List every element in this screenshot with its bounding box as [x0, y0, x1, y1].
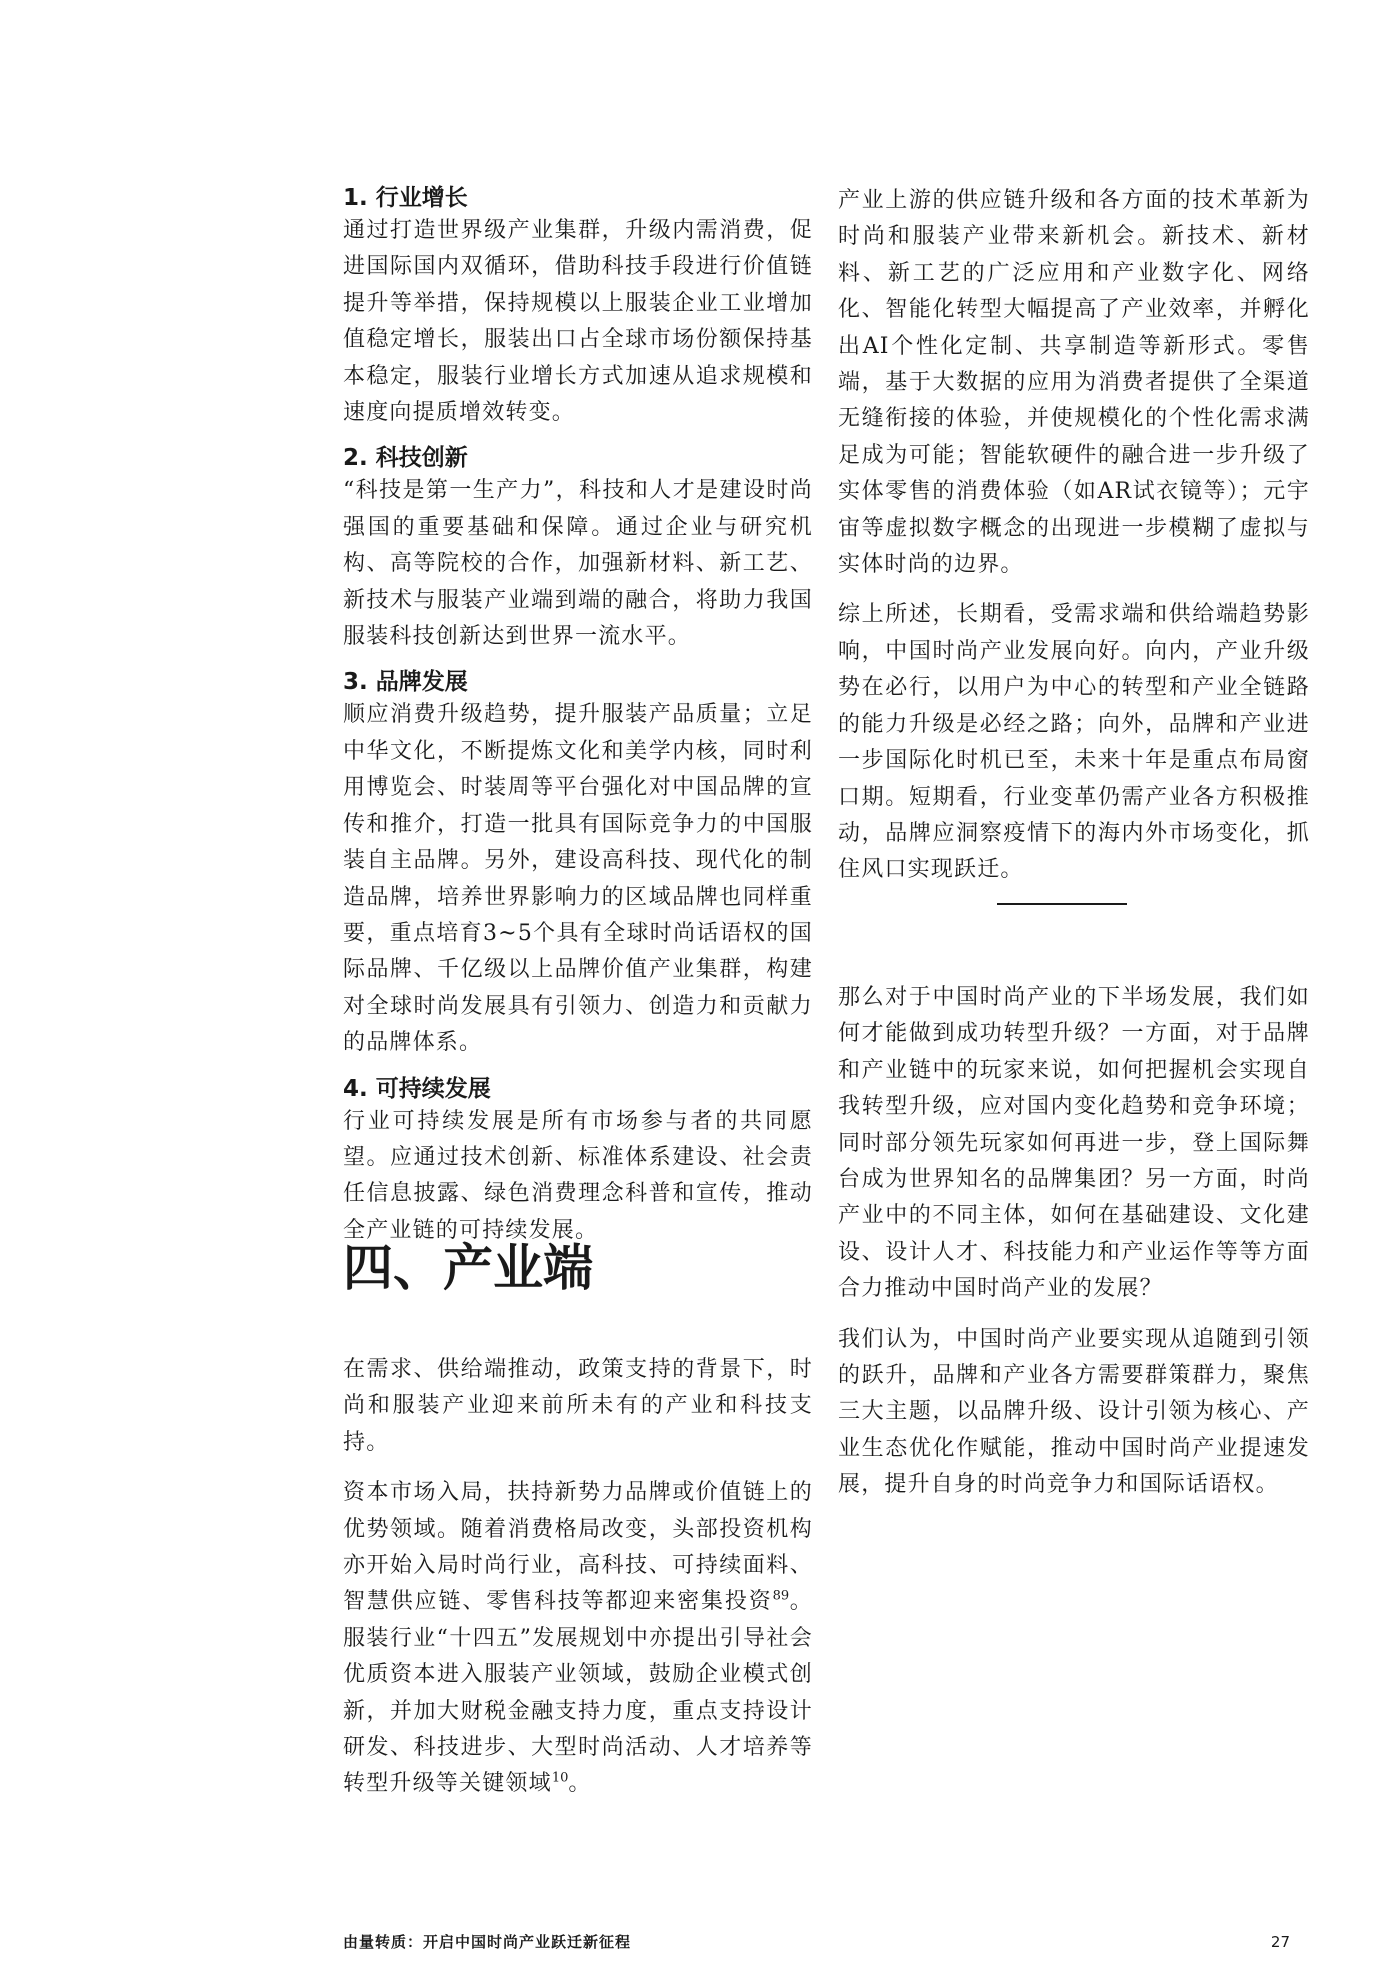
section-industry-growth	[343, 183, 813, 431]
section-tech-innovation	[343, 443, 813, 655]
paragraph: 我们认为，中国时尚产业要实现从追随到引领的跃升，品牌和产业各方需要群策群力，聚焦三大主题，以品牌升级、设计引领为核心、产业生态优化作赋能，推动中国时尚产业提速发展，提升自身的时尚竞争力和国际话语权。	[838, 1326, 1310, 1498]
section-heading: 3. 品牌发展	[343, 669, 468, 696]
section-heading: 4. 可持续发展	[343, 1075, 491, 1102]
section-brand-development	[343, 667, 813, 1061]
section-body: 行业可持续发展是所有市场参与者的共同愿望。应通过技术创新、标准体系建设、社会责任信息披露、绿色消费理念科普和宣传，推动全产业链的可持续发展。	[343, 1108, 813, 1243]
paragraph-with-footnotes	[343, 1475, 813, 1803]
divider	[997, 903, 1127, 905]
section-body: “科技是第一生产力”，科技和人才是建设时尚强国的重要基础和保障。通过企业与研究机构、高等院校的合作，加强新材料、新工艺、新技术与服装产业端到端的融合，将助力我国服装科技创新达到世界一流水平。	[343, 478, 813, 650]
paragraph: 产业上游的供应链升级和各方面的技术革新为时尚和服装产业带来新机会。新技术、新材料、新工艺的广泛应用和产业数字化、网络化、智能化转型大幅提高了产业效率，并孵化出AI个性化定制、共享制造等新形式。零售端，基于大数据的应用为消费者提供了全渠道无缝衔接的体验，并使规模化的个性化需求满足成为可能；智能软硬件的融合进一步升级了实体零售的消费体验（如AR试衣镜等）；元宇宙等虚拟数字概念的出现进一步模糊了虚拟与实体时尚的边界。	[838, 188, 1310, 578]
page-number: 27	[1270, 1933, 1290, 1951]
section-heading: 1. 行业增长	[343, 185, 468, 211]
industry-side-text	[343, 1352, 813, 1817]
chapter-heading: 四、产业端	[343, 1239, 593, 1297]
paragraph-text: 。	[568, 1771, 592, 1797]
footnote-ref: 10	[551, 1771, 569, 1787]
paragraph: 在需求、供给端推动，政策支持的背景下，时尚和服装产业迎来前所未有的产业和科技支持。	[343, 1357, 813, 1455]
section-body: 通过打造世界级产业集群，升级内需消费，促进国际国内双循环，借助科技手段进行价值链提升等举措，保持规模以上服装企业工业增加值稳定增长，服装出口占全球市场份额保持基本稳定，服装行业增长方式加速从追求规模和速度向提质增效转变。	[343, 218, 813, 426]
paragraph: 综上所述，长期看，受需求端和供给端趋势影响，中国时尚产业发展向好。向内，产业升级势在必行，以用户为中心的转型和产业全链路的能力升级是必经之路；向外，品牌和产业进一步国际化时机已至，未来十年是重点布局窗口期。短期看，行业变革仍需产业各方积极推动，品牌应洞察疫情下的海内外市场变化，抓住风口实现跃迁。	[838, 602, 1310, 883]
right-lower-text	[838, 980, 1310, 1518]
section-heading: 2. 科技创新	[343, 445, 468, 472]
left-column	[343, 183, 813, 1261]
section-body: 顺应消费升级趋势，提升服装产品质量；立足中华文化，不断提炼文化和美学内核，同时利用博览会、时装周等平台强化对中国品牌的宣传和推介，打造一批具有国际竞争力的中国服装自主品牌。另外，建设高科技、现代化的制造品牌，培养世界影响力的区域品牌也同样重要，重点培育3~5个具有全球时尚话语权的国际品牌、千亿级以上品牌价值产业集群，构建对全球时尚发展具有引领力、创造力和贡献力的品牌体系。	[343, 702, 813, 1056]
footnote-ref: 89	[772, 1589, 790, 1605]
right-column	[838, 183, 1310, 903]
footer-title: 由量转质：开启中国时尚产业跃迁新征程	[343, 1933, 632, 1951]
paragraph: 那么对于中国时尚产业的下半场发展，我们如何才能做到成功转型升级？一方面，对于品牌和产业链中的玩家来说，如何把握机会实现自我转型升级，应对国内变化趋势和竞争环境；同时部分领先玩家如何再进一步，登上国际舞台成为世界知名的品牌集团？另一方面，时尚产业中的不同主体，如何在基础建设、文化建设、设计人才、科技能力和产业运作等等方面合力推动中国时尚产业的发展？	[838, 985, 1310, 1302]
section-sustainability	[343, 1074, 813, 1250]
paragraph-text: 资本市场入局，扶持新势力品牌或价值链上的优势领域。随着消费格局改变，头部投资机构亦开始入局时尚行业，高科技、可持续面料、智慧供应链、零售科技等都迎来密集投资	[343, 1480, 813, 1615]
paragraph-text: 。服装行业“十四五”发展规划中亦提出引导社会优质资本进入服装产业领域，鼓励企业模式创新，并加大财税金融支持力度，重点支持设计研发、科技进步、大型时尚活动、人才培养等转型升级等关键领域	[343, 1589, 813, 1797]
